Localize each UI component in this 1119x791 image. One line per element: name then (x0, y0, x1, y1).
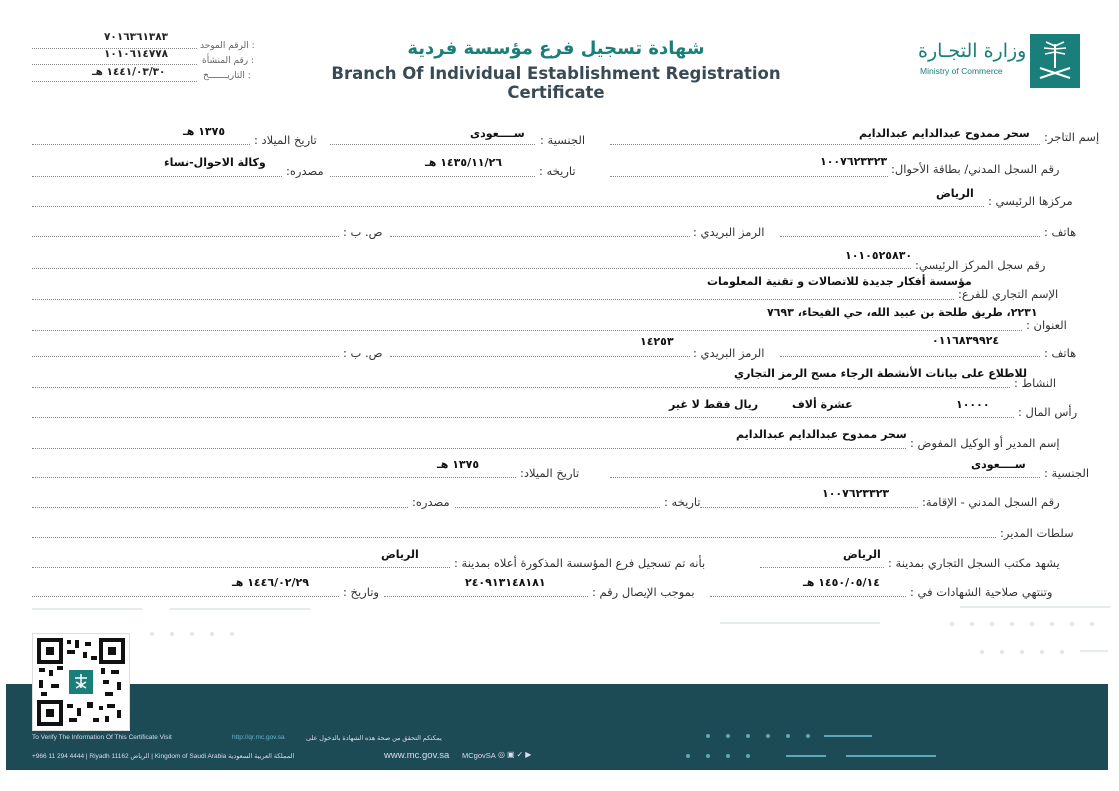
verify-link[interactable]: http://qr.mc.gov.sa (232, 734, 285, 741)
hq-reg-label: رقم سجل المركز الرئيسي: (915, 258, 1046, 272)
capital-label: رأس المال : (1018, 405, 1078, 419)
unified-no: ٧٠١٦٣٦١٣٨٣ (104, 31, 169, 43)
capital-words: عشرة ألاف (792, 398, 853, 411)
manager-date-label: تاريخه : (664, 495, 701, 509)
social-handle: MCgovSA (462, 751, 496, 760)
establishment-no-label: رقم المنشأة : (202, 56, 255, 66)
manager-label: إسم المدير أو الوكيل المفوض : (910, 436, 1060, 450)
registered-label: بأنه تم تسجيل فرع المؤسسة المذكورة أعلاه بمدينة : (454, 556, 706, 570)
manager-nationality: ســــعودى (971, 458, 1026, 471)
verify-text-ar: يمكنكم التحقق من صحة هذه الشهادة بالدخول على (306, 735, 442, 742)
qr-code[interactable] (32, 633, 130, 731)
activity: للاطلاع على بيانات الأنشطة الرجاء مسح الرمز التجاري (734, 367, 1028, 380)
nationality: ســــعودى (470, 127, 525, 140)
manager-birth: ١٣٧٥ هـ (437, 458, 480, 471)
civil-date-label: تاريخه : (539, 164, 576, 178)
title-arabic: شهادة تسجيل فرع مؤسسة فردية (407, 38, 705, 59)
branch-name-label: الإسم التجاري للفرع: (958, 287, 1059, 301)
receipt-label: بموجب الإيصال رقم : (592, 585, 695, 599)
civil-date: ١٤٣٥/١١/٢٦ هـ (425, 156, 502, 169)
unified-no-label: الرقم الموحد : (200, 41, 255, 51)
postal2-label: الرمز البريدي : (693, 346, 765, 360)
merchant-name: سحر ممدوح عبدالدايم عبدالدايم (859, 127, 1030, 140)
merchant-name-label: إسم التاجر: (1044, 130, 1100, 144)
receipt-date-label: وتاريخ : (343, 585, 379, 599)
postal2: ١٤٢٥٣ (640, 335, 674, 348)
title-english: Branch Of Individual Establishment Registration Certificate (331, 64, 781, 102)
ministry-name-en: Ministry of Commerce (920, 66, 1003, 76)
expiry-date: ١٤٥٠/٠٥/١٤ هـ (803, 576, 880, 589)
capital-only: فقط لا غير (669, 398, 731, 411)
capital-number: ١٠٠٠٠ (956, 398, 990, 411)
hq-label: مركزها الرئيسي : (988, 194, 1073, 208)
footer (6, 684, 1108, 770)
address-label: العنوان : (1026, 318, 1067, 332)
manager-nationality-label: الجنسية : (1044, 466, 1090, 480)
verify-text-en: To Verify The Information Of This Certificate Visit (32, 734, 172, 741)
header-date-label: التاريـــــــخ : (203, 71, 251, 81)
phone-label: هاتف : (1044, 225, 1077, 239)
contact-info: +966 11 294 4444 | Riyadh 11162 الرياض | Kingdom of Saudi Arabia المملكة العربية السعودية (32, 753, 295, 760)
capital-currency: ريال (734, 398, 759, 411)
nationality-label: الجنسية : (540, 133, 586, 147)
civil-reg-label: رقم السجل المدني/ بطاقة الأحوال: (891, 162, 1060, 176)
manager-name: سحر ممدوح عبدالدايم عبدالدايم (736, 428, 907, 441)
witness-label: يشهد مكتب السجل التجاري بمدينة : (888, 556, 1060, 570)
qr-code-icon (33, 634, 129, 730)
phone2: ٠١١٦٨٣٩٩٢٤ (932, 334, 1000, 347)
registered-city: الرياض (381, 548, 419, 561)
header-date: ١٤٤١/٠٣/٣٠ هـ (92, 66, 166, 78)
hq: الرياض (936, 187, 974, 200)
civil-reg: ١٠٠٧٦٢٣٣٢٣ (820, 155, 888, 168)
website-link[interactable]: www.mc.gov.sa (384, 750, 450, 761)
manager-source-label: مصدره: (412, 495, 450, 509)
pobox-label: ص. ب : (343, 225, 383, 239)
branch-name: مؤسسة أفكار جديدة للاتصالات و تقنية المعلومات (707, 275, 972, 288)
manager-powers-label: سلطات المدير: (1000, 526, 1074, 540)
social-icons[interactable]: ◎▣✓▶ (498, 750, 534, 759)
manager-civil: ١٠٠٧٦٢٣٣٢٣ (822, 487, 890, 500)
witness-city: الرياض (843, 548, 881, 561)
address: ٢٢٣١، طريق طلحة بن عبيد الله، حي الفيحاء، ٧٦٩٣ (767, 306, 1038, 319)
phone2-label: هاتف : (1044, 346, 1077, 360)
source: وكالة الاحوال-نساء (164, 156, 266, 169)
postal-label: الرمز البريدي : (693, 225, 765, 239)
establishment-no: ١٠١٠٦١٤٧٧٨ (104, 48, 169, 60)
receipt-number: ٢٤٠٩١٣١٤٨١٨١ (465, 576, 546, 589)
saudi-emblem-icon (1030, 34, 1080, 88)
hq-reg: ١٠١٠٥٢٥٨٣٠ (845, 249, 913, 262)
birth-date-label: تاريخ الميلاد : (254, 133, 317, 147)
birth-date: ١٣٧٥ هـ (183, 125, 226, 138)
receipt-date: ١٤٤٦/٠٢/٢٩ هـ (232, 576, 309, 589)
activity-label: النشاط : (1014, 376, 1057, 390)
pobox2-label: ص. ب : (343, 346, 383, 360)
expiry-label: وتنتهي صلاحية الشهادات في : (910, 585, 1053, 599)
manager-birth-label: تاريخ الميلاد: (520, 466, 580, 480)
source-label: مصدره: (286, 164, 324, 178)
ministry-name-ar: وزارة التجـارة (918, 40, 1027, 62)
manager-civil-label: رقم السجل المدني - الإقامة: (922, 495, 1060, 509)
